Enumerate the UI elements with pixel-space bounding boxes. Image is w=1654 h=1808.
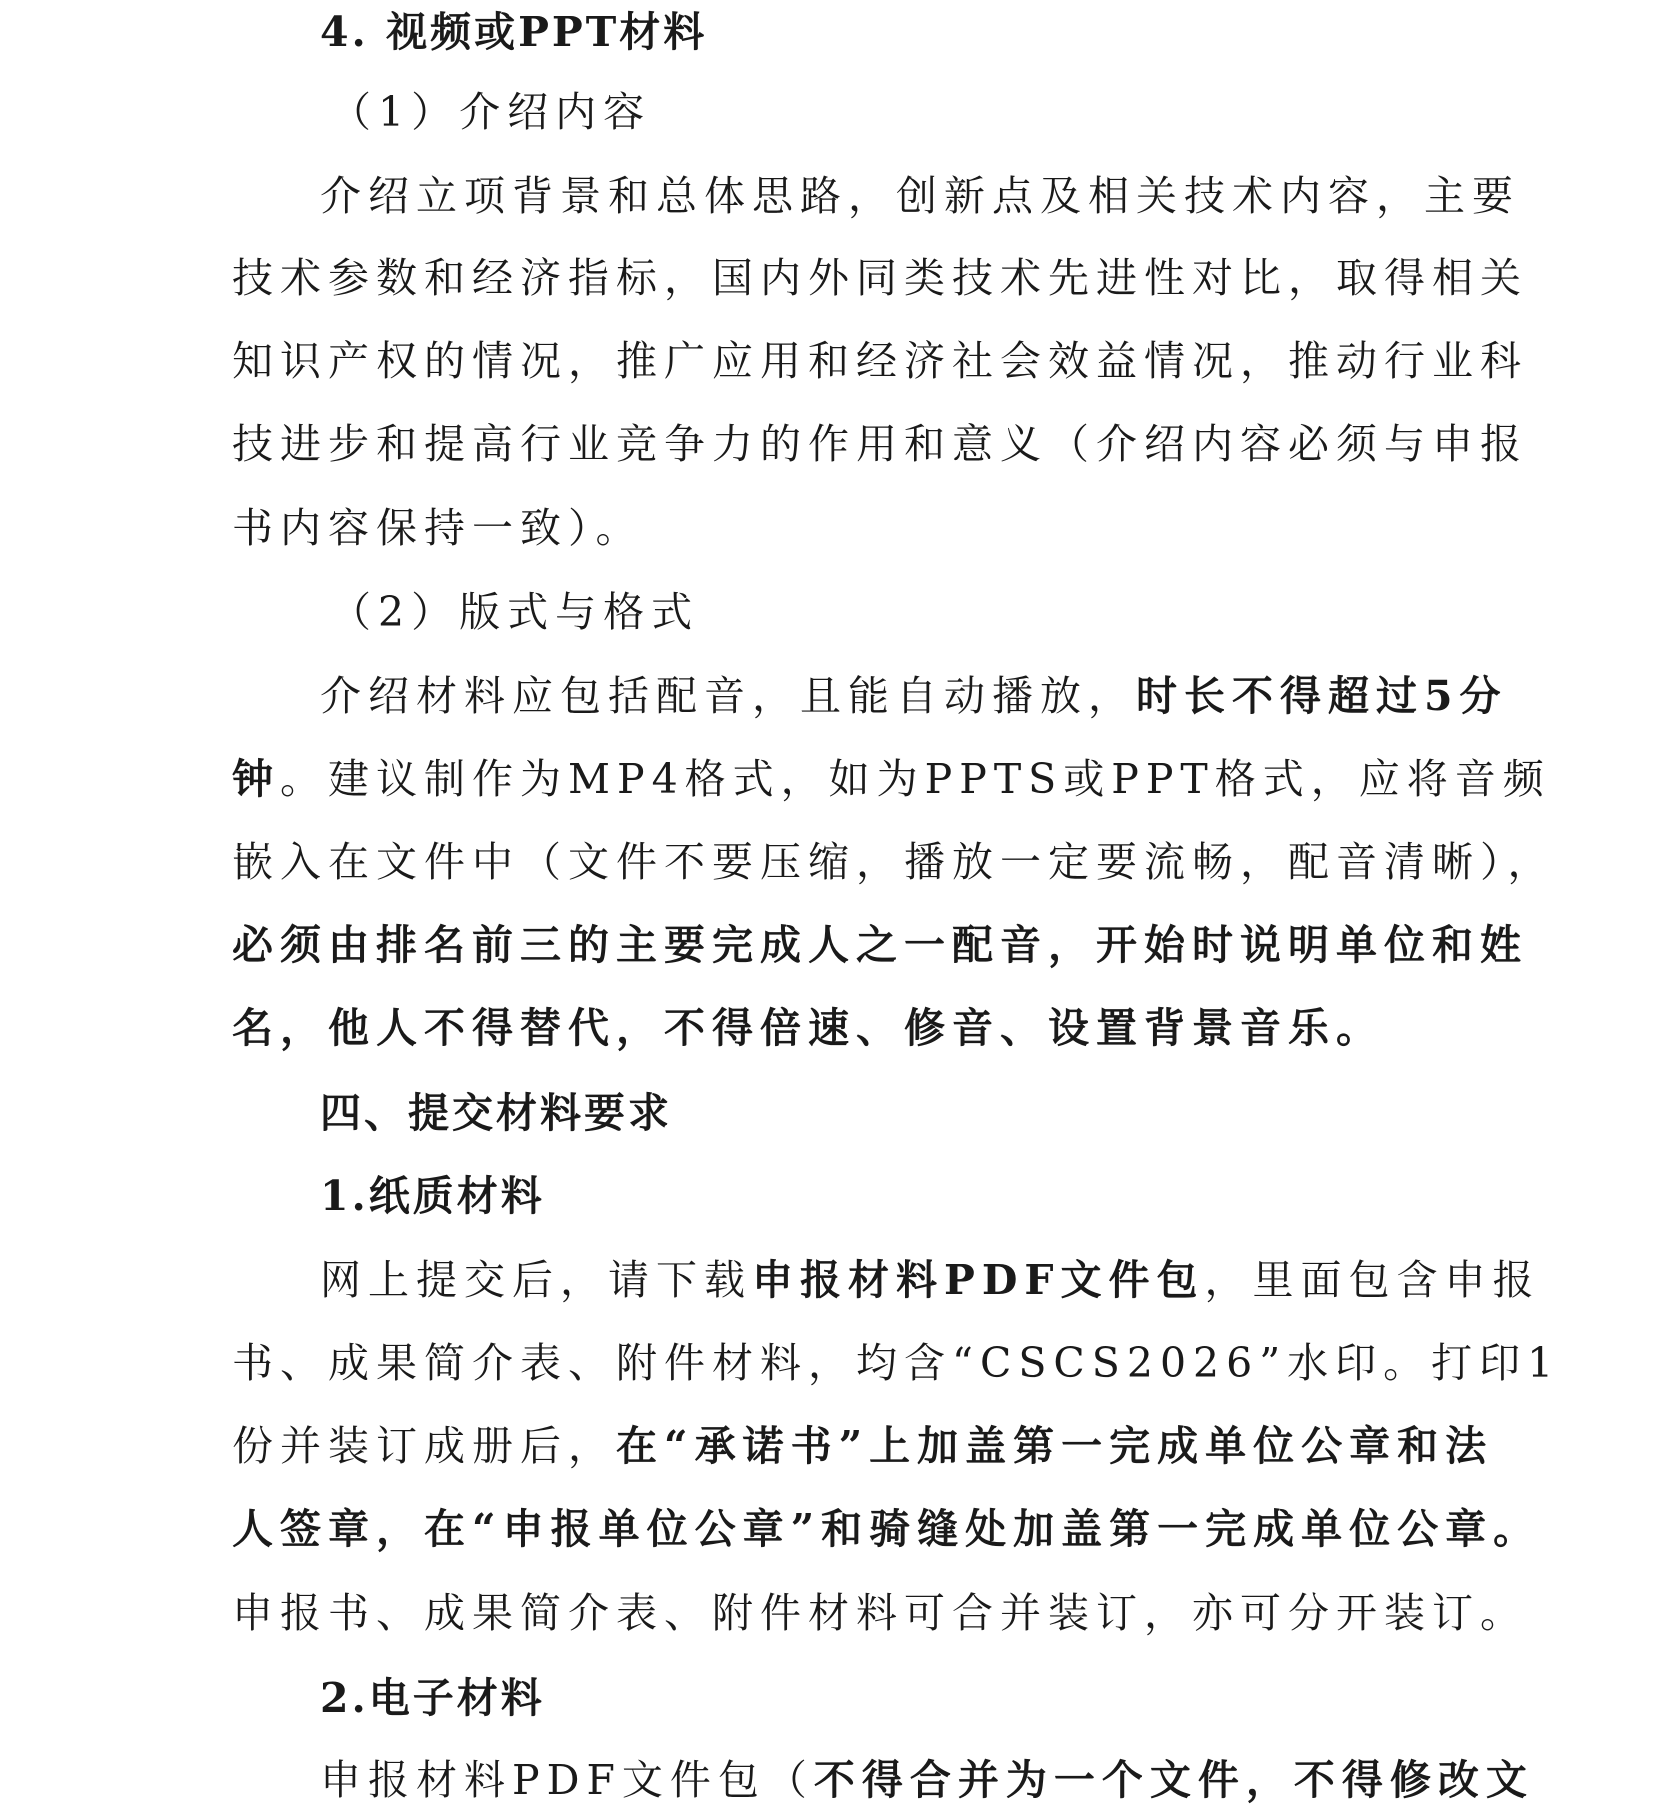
paragraph-3-line-3 xyxy=(232,1418,1494,1474)
paragraph-3-line-3-normal: 份并装订成册后， xyxy=(232,1422,616,1470)
paragraph-1-line-4: 技进步和提高行业竞争力的作用和意义（介绍内容必须与申报 xyxy=(232,420,1528,468)
paragraph-4-line-1-bold: 不得合并为一个文件，不得修改文 xyxy=(813,1756,1534,1804)
paragraph-4-line-1 xyxy=(320,1752,1534,1808)
paragraph-2-line-5: 名，他人不得替代，不得倍速、修音、设置背景音乐。 xyxy=(232,1004,1384,1052)
paragraph-2-line-2-bold: 钟 xyxy=(232,755,280,803)
section-iv-2-title: 2.电子材料 xyxy=(320,1674,545,1722)
paragraph-2-line-1-normal: 介绍材料应包括配音，且能自动播放， xyxy=(320,672,1136,720)
paragraph-2-line-2-normal: 。建议制作为MP4格式，如为PPTS或PPT格式，应将音频 xyxy=(280,755,1551,803)
paragraph-4-line-1-normal: 申报材料PDF文件包（ xyxy=(320,1756,814,1804)
paragraph-2-line-4: 必须由排名前三的主要完成人之一配音，开始时说明单位和姓 xyxy=(232,921,1528,969)
paragraph-1-line-5: 书内容保持一致）。 xyxy=(232,504,644,552)
paragraph-3-line-1 xyxy=(320,1252,1541,1308)
paragraph-2-line-1 xyxy=(320,668,1508,724)
paragraph-2-line-2 xyxy=(232,751,1551,807)
paragraph-3-line-1-bold: 申报材料PDF文件包 xyxy=(752,1256,1205,1304)
paragraph-1-line-3: 知识产权的情况，推广应用和经济社会效益情况，推动行业科 xyxy=(232,337,1528,385)
paragraph-3-line-3-bold: 在“承诺书”上加盖第一完成单位公章和法 xyxy=(616,1422,1494,1470)
paragraph-3-line-2: 书、成果简介表、附件材料，均含“CSCS2026”水印。打印1 xyxy=(232,1339,1561,1387)
section-4-title: 4. 视频或PPT材料 xyxy=(320,8,708,56)
section-4-2-title: （2）版式与格式 xyxy=(330,588,700,636)
paragraph-2-line-1-bold: 时长不得超过5分 xyxy=(1136,672,1508,720)
paragraph-3-line-5: 申报书、成果简介表、附件材料可合并装订，亦可分开装订。 xyxy=(232,1589,1528,1637)
section-4-1-title: （1）介绍内容 xyxy=(330,88,652,136)
paragraph-3-line-4: 人签章，在“申报单位公章”和骑缝处加盖第一完成单位公章。 xyxy=(232,1505,1542,1553)
section-iv-1-title: 1.纸质材料 xyxy=(320,1172,545,1220)
paragraph-3-line-1-tail: ，里面包含申报 xyxy=(1204,1256,1541,1304)
paragraph-1-line-1: 介绍立项背景和总体思路，创新点及相关技术内容，主要 xyxy=(320,172,1520,220)
paragraph-1-line-2: 技术参数和经济指标，国内外同类技术先进性对比，取得相关 xyxy=(232,254,1528,302)
paragraph-3-line-1-normal: 网上提交后，请下载 xyxy=(320,1256,752,1304)
paragraph-2-line-3: 嵌入在文件中（文件不要压缩，播放一定要流畅，配音清晰）， xyxy=(232,838,1556,886)
section-iv-title: 四、提交材料要求 xyxy=(320,1089,672,1137)
